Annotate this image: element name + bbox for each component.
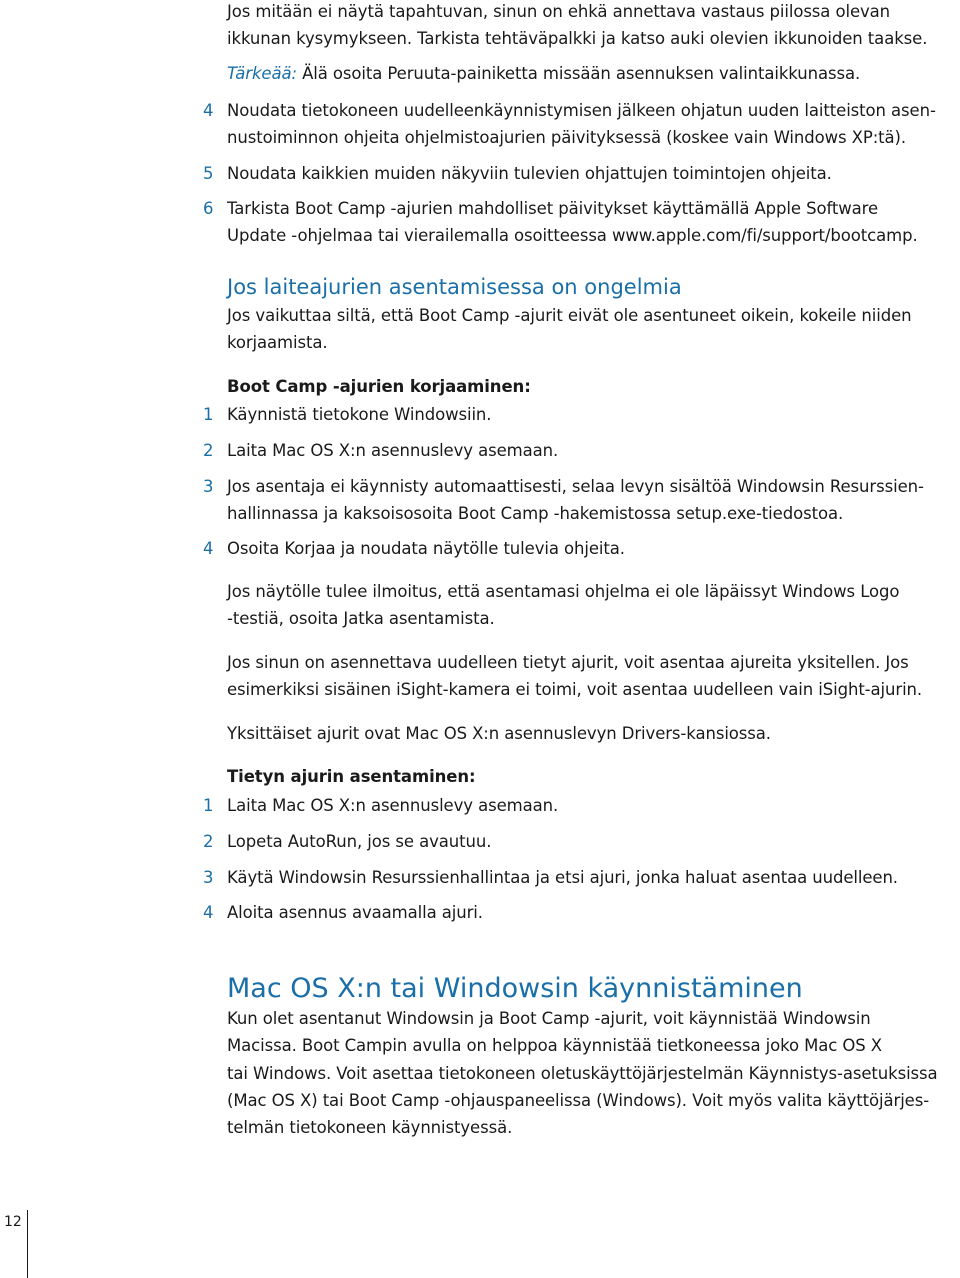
step-number: 3 — [203, 477, 214, 496]
step-4-line-1: Noudata tietokoneen uudelleenkäynnistymisen jälkeen ohjatun uuden laitteiston asen- — [227, 101, 936, 120]
section2-line-3: tai Windows. Voit asettaa tietokoneen oletuskäyttöjärjestelmän Käynnistys-asetuksissa — [227, 1064, 938, 1083]
section2-line-2: Macissa. Boot Campin avulla on helppoa käynnistää tietkoneessa joko Mac OS X — [227, 1036, 883, 1055]
important-note — [227, 64, 860, 84]
install-step-2: Lopeta AutoRun, jos se avautuu. — [227, 832, 492, 851]
step-number: 2 — [203, 832, 214, 851]
step-6-line-1: Tarkista Boot Camp -ajurien mahdolliset päivitykset käyttämällä Apple Software — [227, 199, 879, 218]
step-number: 5 — [203, 164, 214, 183]
section-heading-driver-problems: Jos laiteajurien asentamisessa on ongelmia — [227, 275, 682, 299]
important-label: Tärkeää: — [227, 64, 297, 83]
step-4-line-2: nustoiminnon ohjeita ohjelmistoajurien päivityksessä (koskee vain Windows XP:tä). — [227, 128, 907, 147]
repair-step-3-line-1: Jos asentaja ei käynnisty automaattisesti, selaa levyn sisältöä Windowsin Resurssien- — [227, 477, 924, 496]
step-number: 4 — [203, 101, 214, 120]
intro-line-1: Jos mitään ei näytä tapahtuvan, sinun on ehkä annettava vastaus piilossa olevan — [227, 2, 891, 21]
step-number: 2 — [203, 441, 214, 460]
repair-step-2: Laita Mac OS X:n asennuslevy asemaan. — [227, 441, 559, 460]
step-number: 1 — [203, 796, 214, 815]
section2-line-4: (Mac OS X) tai Boot Camp -ohjauspaneelissa (Windows). Voit myös valita käyttöjärjes- — [227, 1091, 930, 1110]
repair-subheading: Boot Camp -ajurien korjaaminen: — [227, 377, 531, 396]
para-reinstall-line-2: esimerkiksi sisäinen iSight-kamera ei toimi, voit asentaa uudelleen vain iSight-ajurin. — [227, 680, 923, 699]
step-6-line-2: Update -ohjelmaa tai vierailemalla osoitteessa www.apple.com/fi/support/bootcamp. — [227, 226, 918, 245]
step-number: 3 — [203, 868, 214, 887]
step-number: 1 — [203, 405, 214, 424]
install-step-3: Käytä Windowsin Resurssienhallintaa ja etsi ajuri, jonka haluat asentaa uudelleen. — [227, 868, 898, 887]
important-text: Älä osoita Peruuta-painiketta missään asennuksen valintaikkunassa. — [296, 64, 861, 83]
repair-step-4: Osoita Korjaa ja noudata näytölle tulevia ohjeita. — [227, 539, 625, 558]
page-divider — [27, 1210, 28, 1278]
repair-step-3-line-2: hallinnassa ja kaksoisosoita Boot Camp -hakemistossa setup.exe-tiedostoa. — [227, 504, 844, 523]
step-number: 4 — [203, 903, 214, 922]
intro-line-2: ikkunan kysymykseen. Tarkista tehtäväpalkki ja katso auki olevien ikkunoiden taakse. — [227, 29, 928, 48]
page-number: 12 — [4, 1214, 22, 1230]
step-number: 4 — [203, 539, 214, 558]
para-drivers-folder: Yksittäiset ajurit ovat Mac OS X:n asennuslevyn Drivers-kansiossa. — [227, 724, 771, 743]
repair-step-1: Käynnistä tietokone Windowsiin. — [227, 405, 492, 424]
section1-intro-line-1: Jos vaikuttaa siltä, että Boot Camp -ajurit eivät ole asentuneet oikein, kokeile niiden — [227, 306, 912, 325]
section1-intro-line-2: korjaamista. — [227, 333, 328, 352]
section2-line-1: Kun olet asentanut Windowsin ja Boot Camp -ajurit, voit käynnistää Windowsin — [227, 1009, 871, 1028]
install-step-1: Laita Mac OS X:n asennuslevy asemaan. — [227, 796, 559, 815]
install-step-4: Aloita asennus avaamalla ajuri. — [227, 903, 483, 922]
para-logo-line-2: -testiä, osoita Jatka asentamista. — [227, 609, 495, 628]
para-logo-line-1: Jos näytölle tulee ilmoitus, että asentamasi ohjelma ei ole läpäissyt Windows Logo — [227, 582, 900, 601]
para-reinstall-line-1: Jos sinun on asennettava uudelleen tietyt ajurit, voit asentaa ajureita yksitellen. Jos — [227, 653, 909, 672]
section2-line-5: telmän tietokoneen käynnistyessä. — [227, 1118, 513, 1137]
step-number: 6 — [203, 199, 214, 218]
section-heading-startup: Mac OS X:n tai Windowsin käynnistäminen — [227, 973, 803, 1004]
step-5-line-1: Noudata kaikkien muiden näkyviin tulevien ohjattujen toimintojen ohjeita. — [227, 164, 832, 183]
install-subheading: Tietyn ajurin asentaminen: — [227, 767, 476, 786]
